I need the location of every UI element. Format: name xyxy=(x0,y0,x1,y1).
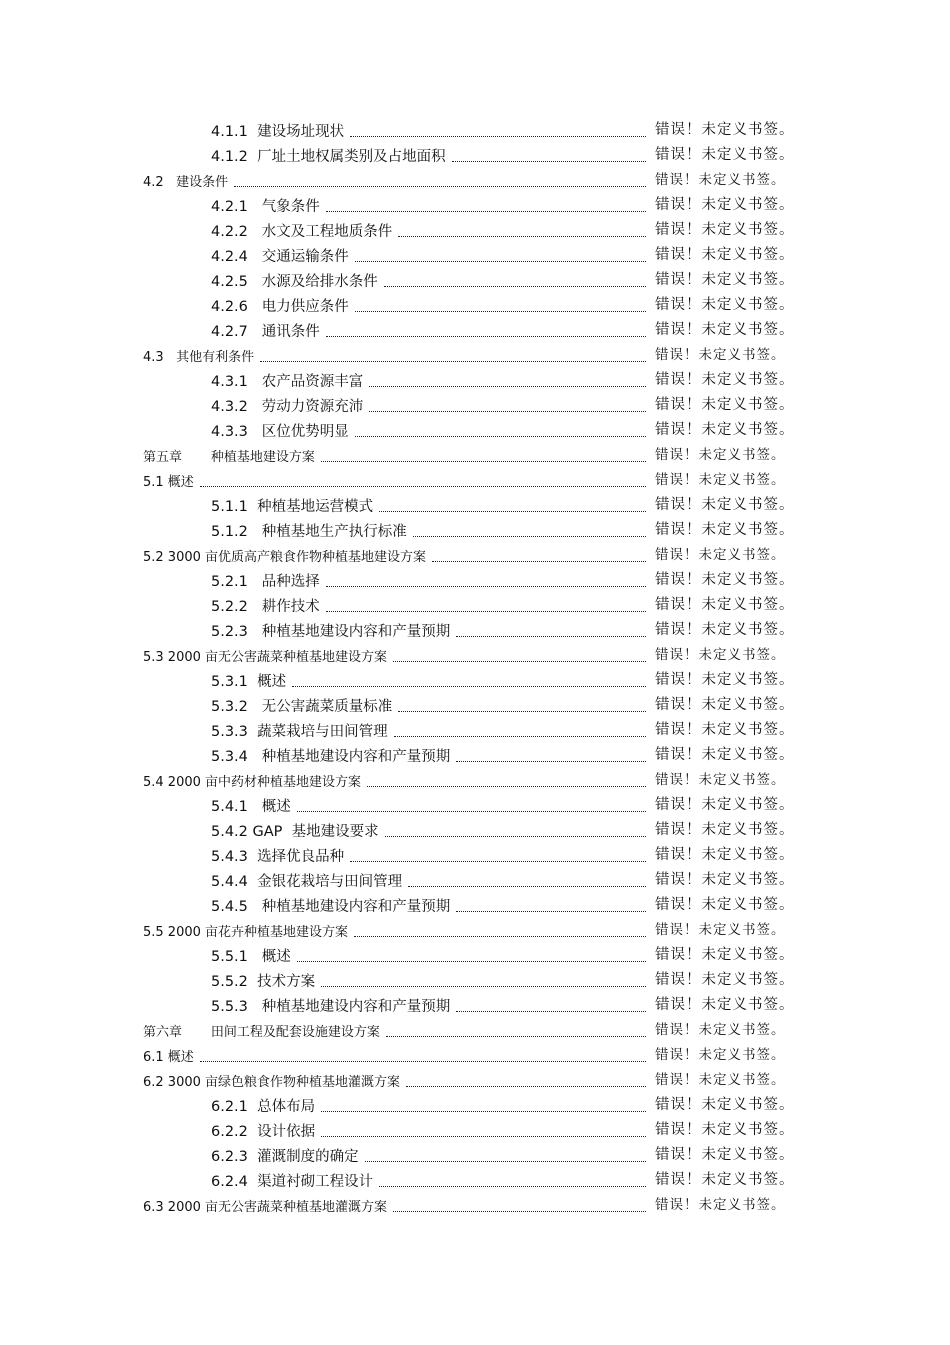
toc-page-reference: 错误！未定义书签。 xyxy=(655,247,795,263)
toc-dot-leader xyxy=(354,935,646,937)
toc-page-reference: 错误！未定义书签。 xyxy=(655,722,795,738)
toc-entry[interactable] xyxy=(0,468,950,493)
toc-entry-title: 5.2.3 种植基地建设内容和产量预期 xyxy=(211,624,451,640)
toc-page-reference: 错误！未定义书签。 xyxy=(655,497,795,513)
toc-entry[interactable] xyxy=(0,868,950,893)
toc-entry[interactable] xyxy=(0,443,950,468)
toc-page-reference: 错误！未定义书签。 xyxy=(655,1022,786,1038)
toc-dot-leader xyxy=(321,1110,646,1112)
toc-page-reference: 错误！未定义书签。 xyxy=(655,922,786,938)
toc-entry-title: 5.3.2 无公害蔬菜质量标准 xyxy=(211,699,393,715)
table-of-contents xyxy=(0,118,950,1218)
toc-dot-leader xyxy=(386,1035,646,1037)
toc-entry[interactable] xyxy=(0,368,950,393)
toc-dot-leader xyxy=(369,410,646,412)
toc-page-reference: 错误！未定义书签。 xyxy=(655,647,786,663)
toc-page-reference: 错误！未定义书签。 xyxy=(655,1122,795,1138)
toc-dot-leader xyxy=(350,135,646,137)
toc-entry-title: 5.5 2000 亩花卉种植基地建设方案 xyxy=(143,925,349,940)
toc-entry[interactable] xyxy=(0,768,950,793)
toc-dot-leader xyxy=(321,460,646,462)
toc-entry-title: 第六章 田间工程及配套设施建设方案 xyxy=(143,1025,380,1040)
toc-dot-leader xyxy=(326,210,646,212)
toc-entry-title: 第五章 种植基地建设方案 xyxy=(143,450,315,465)
toc-page-reference: 错误！未定义书签。 xyxy=(655,197,795,213)
toc-page-reference: 错误！未定义书签。 xyxy=(655,1047,786,1063)
toc-entry[interactable] xyxy=(0,893,950,918)
toc-entry[interactable] xyxy=(0,968,950,993)
toc-dot-leader xyxy=(456,1010,646,1012)
toc-entry[interactable] xyxy=(0,193,950,218)
toc-page-reference: 错误！未定义书签。 xyxy=(655,697,795,713)
toc-entry[interactable] xyxy=(0,693,950,718)
toc-entry-title: 6.2 3000 亩绿色粮食作物种植基地灌溉方案 xyxy=(143,1075,401,1090)
toc-entry-title: 4.3.1 农产品资源丰富 xyxy=(211,374,364,390)
toc-entry[interactable] xyxy=(0,818,950,843)
toc-entry[interactable] xyxy=(0,268,950,293)
toc-dot-leader xyxy=(326,335,646,337)
toc-page-reference: 错误！未定义书签。 xyxy=(655,1072,786,1088)
toc-page-reference: 错误！未定义书签。 xyxy=(655,172,786,188)
toc-entry[interactable] xyxy=(0,518,950,543)
toc-dot-leader xyxy=(456,910,646,912)
toc-dot-leader xyxy=(355,435,646,437)
toc-entry[interactable] xyxy=(0,318,950,343)
toc-entry[interactable] xyxy=(0,293,950,318)
toc-dot-leader xyxy=(384,285,646,287)
toc-dot-leader xyxy=(367,785,646,787)
toc-entry[interactable] xyxy=(0,218,950,243)
toc-page-reference: 错误！未定义书签。 xyxy=(655,972,795,988)
toc-entry-title: 5.1.2 种植基地生产执行标准 xyxy=(211,524,407,540)
toc-entry[interactable] xyxy=(0,793,950,818)
toc-entry[interactable] xyxy=(0,1143,950,1168)
toc-page-reference: 错误！未定义书签。 xyxy=(655,447,786,463)
toc-page-reference: 错误！未定义书签。 xyxy=(655,222,795,238)
toc-page-reference: 错误！未定义书签。 xyxy=(655,147,795,163)
toc-entry[interactable] xyxy=(0,143,950,168)
toc-dot-leader xyxy=(321,985,646,987)
toc-entry-title: 6.1 概述 xyxy=(143,1050,194,1065)
toc-page-reference: 错误！未定义书签。 xyxy=(655,872,795,888)
toc-entry[interactable] xyxy=(0,718,950,743)
toc-dot-leader xyxy=(355,310,646,312)
toc-dot-leader xyxy=(321,1135,646,1137)
toc-entry-title: 6.2.3 灌溉制度的确定 xyxy=(211,1149,359,1165)
toc-dot-leader xyxy=(408,885,646,887)
toc-entry-title: 4.3.2 劳动力资源充沛 xyxy=(211,399,364,415)
toc-entry-title: 5.3.3 蔬菜栽培与田间管理 xyxy=(211,724,388,740)
toc-entry[interactable] xyxy=(0,243,950,268)
toc-entry-title: 5.4 2000 亩中药材种植基地建设方案 xyxy=(143,775,362,790)
toc-dot-leader xyxy=(385,835,646,837)
toc-page-reference: 错误！未定义书签。 xyxy=(655,597,795,613)
toc-entry[interactable] xyxy=(0,393,950,418)
toc-entry[interactable] xyxy=(0,643,950,668)
toc-entry-title: 4.2.5 水源及给排水条件 xyxy=(211,274,378,290)
toc-page-reference: 错误！未定义书签。 xyxy=(655,472,786,488)
toc-entry-title: 5.3.1 概述 xyxy=(211,674,287,690)
toc-page-reference: 错误！未定义书签。 xyxy=(655,372,795,388)
toc-dot-leader xyxy=(393,660,646,662)
toc-entry[interactable] xyxy=(0,343,950,368)
toc-entry-title: 6.2.2 设计依据 xyxy=(211,1124,316,1140)
toc-dot-leader xyxy=(432,560,646,562)
toc-dot-leader xyxy=(379,1185,646,1187)
toc-entry[interactable] xyxy=(0,1068,950,1093)
toc-entry-title: 4.2.2 水文及工程地质条件 xyxy=(211,224,393,240)
toc-entry-title: 5.1.1 种植基地运营模式 xyxy=(211,499,374,515)
toc-page-reference: 错误！未定义书签。 xyxy=(655,1097,795,1113)
toc-entry-title: 4.2.7 通讯条件 xyxy=(211,324,320,340)
toc-entry[interactable] xyxy=(0,593,950,618)
toc-entry[interactable] xyxy=(0,1018,950,1043)
toc-entry-title: 5.1 概述 xyxy=(143,475,194,490)
toc-page-reference: 错误！未定义书签。 xyxy=(655,772,786,788)
toc-entry-title: 4.3 其他有利条件 xyxy=(143,350,255,365)
toc-entry[interactable] xyxy=(0,418,950,443)
toc-entry[interactable] xyxy=(0,568,950,593)
toc-entry[interactable] xyxy=(0,943,950,968)
toc-dot-leader xyxy=(369,385,646,387)
toc-entry[interactable] xyxy=(0,843,950,868)
toc-dot-leader xyxy=(394,735,646,737)
toc-entry[interactable] xyxy=(0,118,950,143)
toc-entry[interactable] xyxy=(0,168,950,193)
toc-entry[interactable] xyxy=(0,993,950,1018)
toc-entry[interactable] xyxy=(0,1043,950,1068)
toc-page-reference: 错误！未定义书签。 xyxy=(655,672,795,688)
toc-dot-leader xyxy=(200,1060,646,1062)
toc-page-reference: 错误！未定义书签。 xyxy=(655,322,795,338)
toc-entry[interactable] xyxy=(0,618,950,643)
toc-entry-title: 4.2.4 交通运输条件 xyxy=(211,249,349,265)
toc-page-reference: 错误！未定义书签。 xyxy=(655,122,795,138)
toc-entry-title: 5.4.2 GAP 基地建设要求 xyxy=(211,824,379,840)
toc-entry-title: 6.3 2000 亩无公害蔬菜种植基地灌溉方案 xyxy=(143,1200,388,1215)
toc-page-reference: 错误！未定义书签。 xyxy=(655,997,795,1013)
toc-entry-title: 4.1.1 建设场址现状 xyxy=(211,124,345,140)
toc-entry-title: 4.1.2 厂址土地权属类别及占地面积 xyxy=(211,149,446,165)
toc-dot-leader xyxy=(398,710,646,712)
toc-entry-title: 4.2.1 气象条件 xyxy=(211,199,320,215)
toc-page-reference: 错误！未定义书签。 xyxy=(655,272,795,288)
toc-dot-leader xyxy=(413,535,646,537)
toc-entry-title: 5.4.1 概述 xyxy=(211,799,291,815)
toc-dot-leader xyxy=(365,1160,646,1162)
toc-entry-title: 4.3.3 区位优势明显 xyxy=(211,424,349,440)
toc-page-reference: 错误！未定义书签。 xyxy=(655,897,795,913)
toc-entry[interactable] xyxy=(0,493,950,518)
toc-page-reference: 错误！未定义书签。 xyxy=(655,397,795,413)
toc-page-reference: 错误！未定义书签。 xyxy=(655,1197,786,1213)
toc-entry[interactable] xyxy=(0,743,950,768)
toc-page-reference: 错误！未定义书签。 xyxy=(655,297,795,313)
toc-page-reference: 错误！未定义书签。 xyxy=(655,572,795,588)
toc-entry-title: 4.2.6 电力供应条件 xyxy=(211,299,349,315)
toc-page-reference: 错误！未定义书签。 xyxy=(655,347,786,363)
toc-entry-title: 5.4.4 金银花栽培与田间管理 xyxy=(211,874,403,890)
toc-dot-leader xyxy=(326,585,646,587)
toc-entry-title: 5.3.4 种植基地建设内容和产量预期 xyxy=(211,749,451,765)
toc-dot-leader xyxy=(456,635,646,637)
toc-dot-leader xyxy=(350,860,646,862)
toc-page-reference: 错误！未定义书签。 xyxy=(655,547,786,563)
toc-entry-title: 4.2 建设条件 xyxy=(143,175,229,190)
toc-dot-leader xyxy=(297,960,646,962)
toc-page-reference: 错误！未定义书签。 xyxy=(655,422,795,438)
toc-dot-leader xyxy=(297,810,646,812)
toc-page-reference: 错误！未定义书签。 xyxy=(655,1172,795,1188)
toc-page-reference: 错误！未定义书签。 xyxy=(655,522,795,538)
toc-page-reference: 错误！未定义书签。 xyxy=(655,847,795,863)
toc-dot-leader xyxy=(398,235,646,237)
toc-entry-title: 6.2.4 渠道衬砌工程设计 xyxy=(211,1174,374,1190)
toc-entry[interactable] xyxy=(0,543,950,568)
toc-page-reference: 错误！未定义书签。 xyxy=(655,747,795,763)
toc-page-reference: 错误！未定义书签。 xyxy=(655,822,795,838)
toc-page-reference: 错误！未定义书签。 xyxy=(655,797,795,813)
toc-entry-title: 5.4.5 种植基地建设内容和产量预期 xyxy=(211,899,451,915)
toc-entry-title: 5.5.2 技术方案 xyxy=(211,974,316,990)
toc-page-reference: 错误！未定义书签。 xyxy=(655,947,795,963)
toc-page-reference: 错误！未定义书签。 xyxy=(655,1147,795,1163)
toc-entry-title: 5.3 2000 亩无公害蔬菜种植基地建设方案 xyxy=(143,650,388,665)
toc-entry[interactable] xyxy=(0,1168,950,1193)
toc-entry[interactable] xyxy=(0,668,950,693)
toc-dot-leader xyxy=(234,185,646,187)
toc-dot-leader xyxy=(452,160,646,162)
toc-dot-leader xyxy=(393,1210,646,1212)
toc-dot-leader xyxy=(326,610,646,612)
toc-entry-title: 5.4.3 选择优良品种 xyxy=(211,849,345,865)
toc-entry-title: 5.2 3000 亩优质高产粮食作物种植基地建设方案 xyxy=(143,550,427,565)
toc-entry-title: 5.5.3 种植基地建设内容和产量预期 xyxy=(211,999,451,1015)
toc-entry-title: 5.2.2 耕作技术 xyxy=(211,599,320,615)
toc-dot-leader xyxy=(355,260,646,262)
toc-dot-leader xyxy=(406,1085,646,1087)
toc-dot-leader xyxy=(456,760,646,762)
toc-entry[interactable] xyxy=(0,1118,950,1143)
toc-entry-title: 6.2.1 总体布局 xyxy=(211,1099,316,1115)
toc-entry[interactable] xyxy=(0,1193,950,1218)
toc-page-reference: 错误！未定义书签。 xyxy=(655,622,795,638)
toc-entry[interactable] xyxy=(0,1093,950,1118)
toc-dot-leader xyxy=(379,510,646,512)
toc-dot-leader xyxy=(200,485,646,487)
toc-dot-leader xyxy=(260,360,646,362)
toc-entry-title: 5.5.1 概述 xyxy=(211,949,291,965)
toc-dot-leader xyxy=(292,685,646,687)
toc-entry-title: 5.2.1 品种选择 xyxy=(211,574,320,590)
toc-entry[interactable] xyxy=(0,918,950,943)
